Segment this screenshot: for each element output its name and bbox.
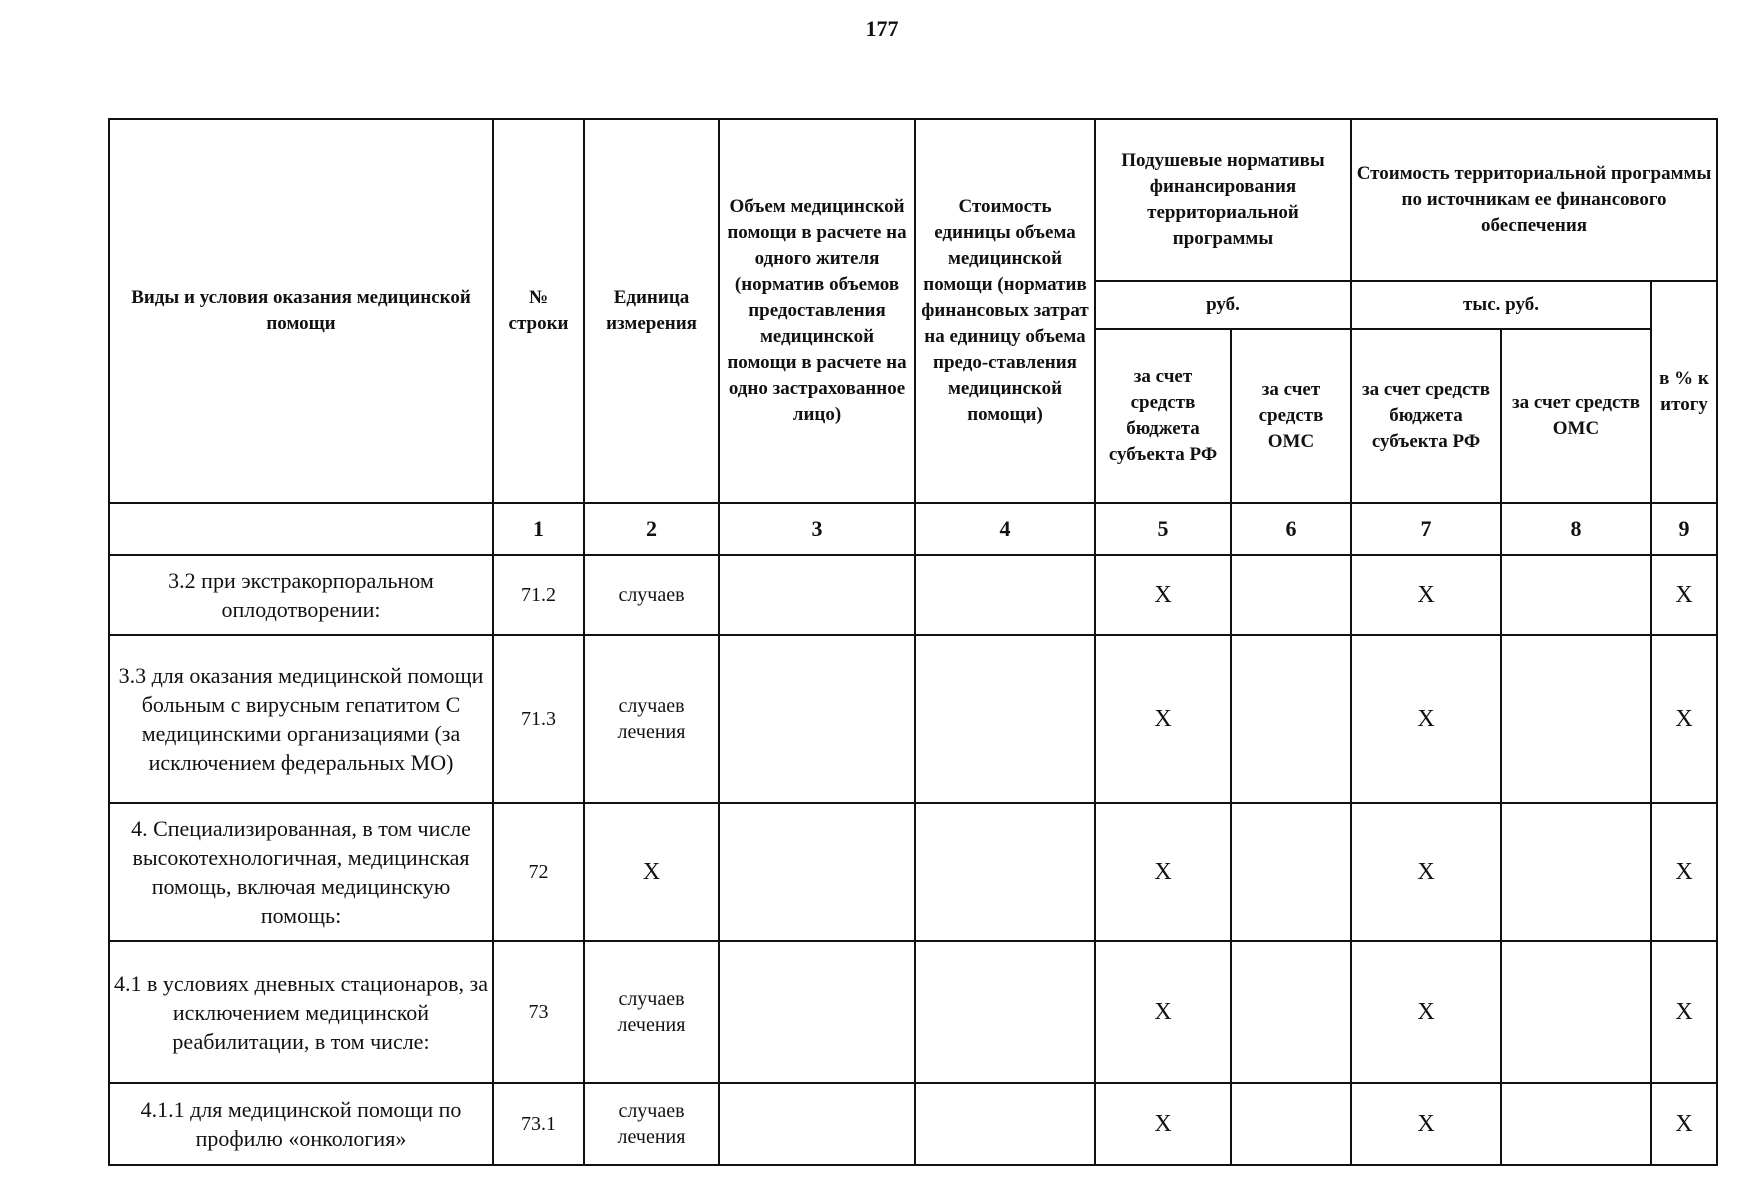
- cell-budget-thousand: X: [1351, 555, 1501, 635]
- column-number: 2: [584, 503, 719, 555]
- column-number: 7: [1351, 503, 1501, 555]
- header-kind: Виды и условия оказания медицинской помощи: [109, 119, 493, 503]
- cell-budget-rub: X: [1095, 635, 1231, 803]
- row-label: 3.3 для оказания медицинской помощи больным с вирусным гепатитом С медицинскими организациями (за исключением федеральных МО): [109, 635, 493, 803]
- page-number: 177: [865, 16, 899, 41]
- header-budget-thousand: за счет средств бюджета субъекта РФ: [1351, 329, 1501, 503]
- header-per-capita-group: Подушевые нормативы финансирования территориальной программы: [1095, 119, 1351, 281]
- cell-budget-rub: X: [1095, 555, 1231, 635]
- row-unit: X: [584, 803, 719, 941]
- cell-budget-rub: X: [1095, 1083, 1231, 1165]
- column-number: 6: [1231, 503, 1351, 555]
- row-label: 4. Специализированная, в том числе высокотехнологичная, медицинская помощь, включая медицинскую помощь:: [109, 803, 493, 941]
- header-oms-rub: за счет средств ОМС: [1231, 329, 1351, 503]
- cell-oms-rub: [1231, 635, 1351, 803]
- header-oms-thousand: за счет средств ОМС: [1501, 329, 1651, 503]
- column-number-empty: [109, 503, 493, 555]
- cell-oms-thousand: [1501, 1083, 1651, 1165]
- row-label: 4.1 в условиях дневных стационаров, за исключением медицинской реабилитации, в том числе:: [109, 941, 493, 1083]
- table-row: [109, 803, 1717, 941]
- row-unit: случаев: [584, 555, 719, 635]
- cell-percent: X: [1651, 1083, 1717, 1165]
- cell-unit-cost: [915, 941, 1095, 1083]
- column-number: 8: [1501, 503, 1651, 555]
- column-number: 9: [1651, 503, 1717, 555]
- row-number: 73.1: [493, 1083, 584, 1165]
- cell-oms-rub: [1231, 1083, 1351, 1165]
- cell-oms-rub: [1231, 941, 1351, 1083]
- cell-oms-thousand: [1501, 941, 1651, 1083]
- column-number: 4: [915, 503, 1095, 555]
- row-label: 3.2 при экстракорпоральном оплодотворении:: [109, 555, 493, 635]
- cell-percent: X: [1651, 635, 1717, 803]
- table-row: [109, 941, 1717, 1083]
- row-unit: случаев лечения: [584, 941, 719, 1083]
- cell-unit-cost: [915, 635, 1095, 803]
- cell-percent: X: [1651, 941, 1717, 1083]
- table-row: [109, 555, 1717, 635]
- cell-unit-cost: [915, 555, 1095, 635]
- row-number: 72: [493, 803, 584, 941]
- header-unit-cost: Стоимость единицы объема медицинской помощи (норматив финансовых затрат на единицу объема предо-ставления медицинской помощи): [915, 119, 1095, 503]
- cell-oms-thousand: [1501, 803, 1651, 941]
- header-unit-thousand-rub: тыс. руб.: [1351, 281, 1651, 329]
- cell-volume: [719, 555, 915, 635]
- column-number: 5: [1095, 503, 1231, 555]
- cell-budget-rub: X: [1095, 941, 1231, 1083]
- header-row-number: № строки: [493, 119, 584, 503]
- header-unit-rub: руб.: [1095, 281, 1351, 329]
- header-volume: Объем медицинской помощи в расчете на одного жителя (норматив объемов предоставления медицинской помощи в расчете на одно застрахованное лицо): [719, 119, 915, 503]
- cell-volume: [719, 941, 915, 1083]
- cell-budget-thousand: X: [1351, 941, 1501, 1083]
- column-number-row: [109, 503, 1717, 555]
- cell-budget-rub: X: [1095, 803, 1231, 941]
- cell-percent: X: [1651, 803, 1717, 941]
- cell-volume: [719, 803, 915, 941]
- row-label: 4.1.1 для медицинской помощи по профилю «онкология»: [109, 1083, 493, 1165]
- cell-budget-thousand: X: [1351, 1083, 1501, 1165]
- column-number: 1: [493, 503, 584, 555]
- header-percent-of-total: в % к итогу: [1651, 281, 1717, 503]
- cell-volume: [719, 635, 915, 803]
- cell-percent: X: [1651, 555, 1717, 635]
- cell-oms-thousand: [1501, 635, 1651, 803]
- cell-budget-thousand: X: [1351, 635, 1501, 803]
- table-row: [109, 635, 1717, 803]
- row-number: 73: [493, 941, 584, 1083]
- header-budget-rub: за счет средств бюджета субъекта РФ: [1095, 329, 1231, 503]
- header-unit: Единица измерения: [584, 119, 719, 503]
- header-program-cost-group: Стоимость территориальной программы по источникам ее финансового обеспечения: [1351, 119, 1717, 281]
- table-row: [109, 1083, 1717, 1165]
- row-number: 71.2: [493, 555, 584, 635]
- program-cost-table: [108, 118, 1718, 1166]
- cell-budget-thousand: X: [1351, 803, 1501, 941]
- cell-unit-cost: [915, 803, 1095, 941]
- cell-oms-rub: [1231, 555, 1351, 635]
- row-unit: случаев лечения: [584, 1083, 719, 1165]
- row-unit: случаев лечения: [584, 635, 719, 803]
- column-number: 3: [719, 503, 915, 555]
- row-number: 71.3: [493, 635, 584, 803]
- cell-unit-cost: [915, 1083, 1095, 1165]
- cell-oms-thousand: [1501, 555, 1651, 635]
- cell-oms-rub: [1231, 803, 1351, 941]
- cell-volume: [719, 1083, 915, 1165]
